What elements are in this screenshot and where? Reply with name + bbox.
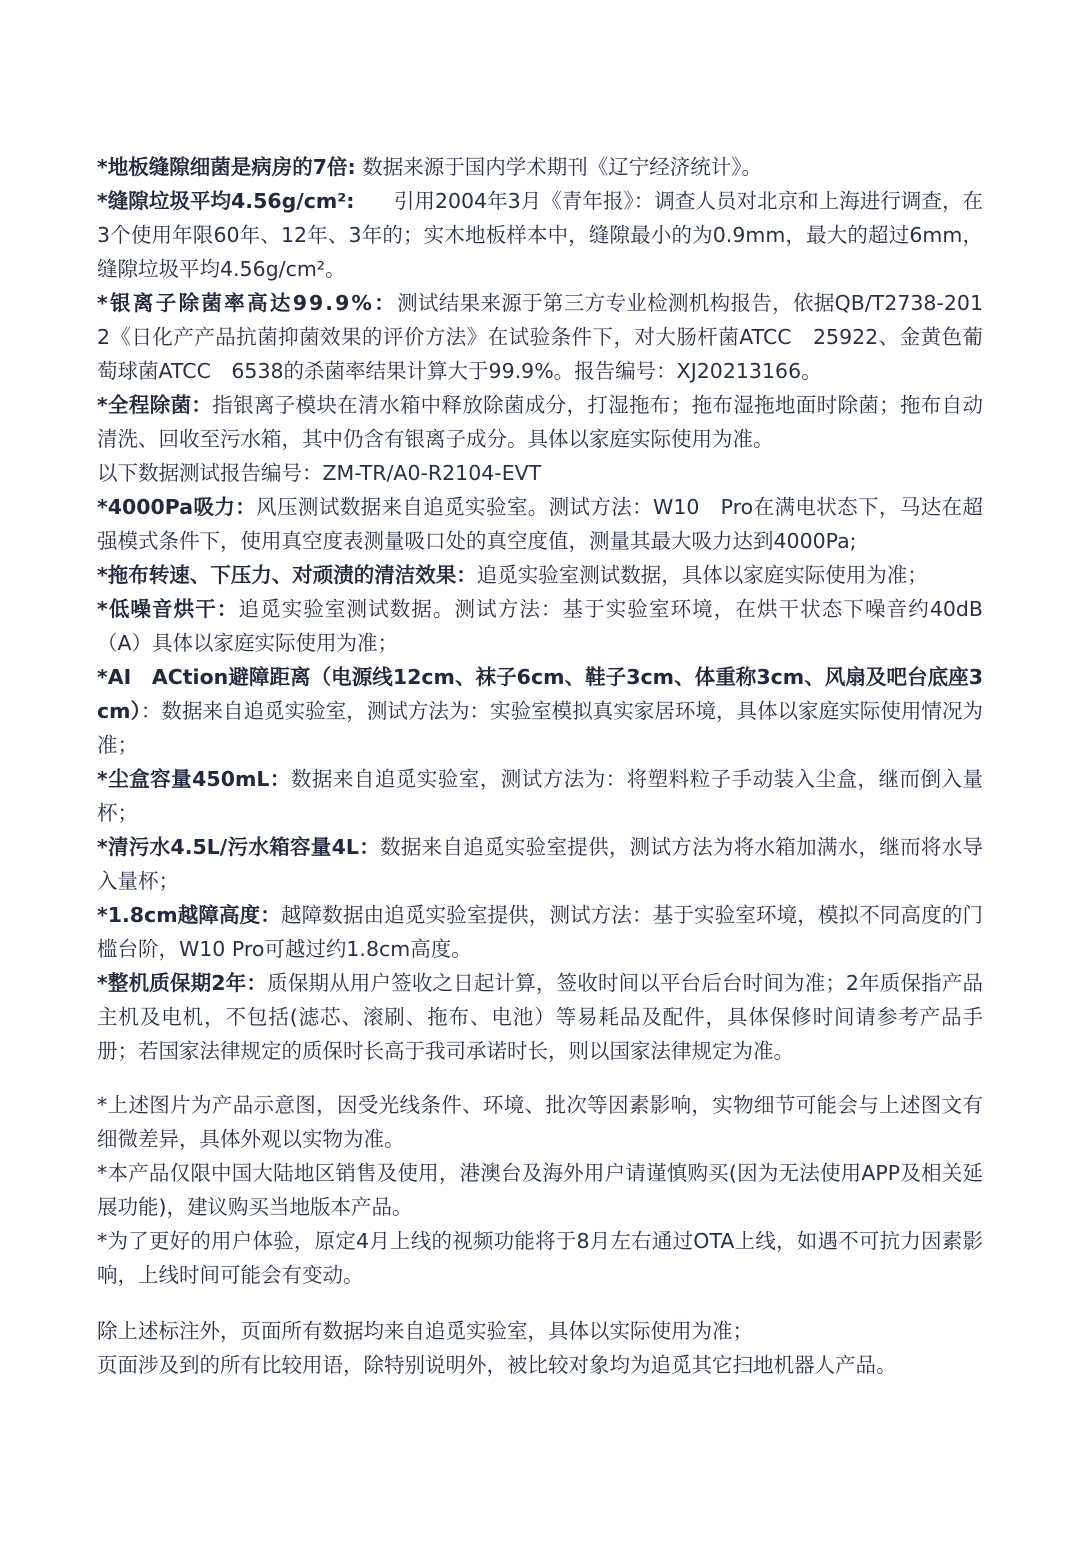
note-mop-speed bbox=[97, 558, 983, 592]
note-text: 越障数据由追觅实验室提供，测试方法：基于实验室环境，模拟不同高度的门槛台阶，W10 Pro可越过约1.8cm高度。 bbox=[97, 903, 983, 961]
disclaimers-section bbox=[97, 1088, 983, 1292]
note-low-noise-drying bbox=[97, 592, 983, 660]
note-title: *缝隙垃圾平均4.56g/cm²: bbox=[97, 189, 355, 213]
spacer bbox=[97, 1292, 983, 1314]
note-gap-dust bbox=[97, 184, 983, 286]
note-water-tank bbox=[97, 830, 983, 898]
note-suction bbox=[97, 490, 983, 558]
note-text: 追觅实验室测试数据。测试方法：基于实验室环境，在烘干状态下噪音约40dB（A）具体以家庭实际使用为准； bbox=[97, 597, 983, 655]
note-text: 风压测试数据来自追觅实验室。测试方法：W10 Pro在满电状态下，马达在超强模式条件下，使用真空度表测量吸口处的真空度值，测量其最大吸力达到4000Pa; bbox=[97, 495, 983, 553]
note-title: *拖布转速、下压力、对顽渍的清洁效果： bbox=[97, 563, 477, 587]
spacer bbox=[97, 1068, 983, 1088]
note-warranty bbox=[97, 966, 983, 1068]
note-obstacle-height bbox=[97, 898, 983, 966]
note-title: *银离子除菌率高达99.9%： bbox=[97, 291, 398, 315]
note-text: 追觅实验室测试数据，具体以家庭实际使用为准； bbox=[476, 563, 928, 587]
note-text: 引用2004年3月《青年报》：调查人员对北京和上海进行调查，在3个使用年限60年、12年、3年的；实木地板样本中，缝隙最小的为0.9mm，最大的超过6mm，缝隙垃圾平均4.56g/cm²。 bbox=[97, 189, 983, 281]
note-text: ：数据来自追觅实验室，测试方法为：实验室模拟真实家居环境，具体以家庭实际使用情况为准； bbox=[97, 699, 984, 757]
note-text: 数据来自追觅实验室，测试方法为：将塑料粒子手动装入尘盒，继而倒入量杯； bbox=[97, 767, 983, 825]
disclaimer-image: *上述图片为产品示意图，因受光线条件、环境、批次等因素影响，实物细节可能会与上述图文有细微差异，具体外观以实物为准。 bbox=[97, 1093, 983, 1151]
note-title: *低噪音烘干： bbox=[97, 597, 239, 621]
note-title: *整机质保期2年： bbox=[97, 971, 268, 995]
note-silver-ion bbox=[97, 286, 983, 388]
note-title: *4000Pa吸力： bbox=[97, 495, 257, 519]
footer-data-source: 除上述标注外，页面所有数据均来自追觅实验室，具体以实际使用为准； bbox=[97, 1319, 753, 1343]
disclaimer-region: *本产品仅限中国大陆地区销售及使用，港澳台及海外用户请谨慎购买(因为无法使用APP及相关延展功能)，建议购买当地版本产品。 bbox=[97, 1161, 983, 1219]
note-text: 数据来源于国内学术期刊《辽宁经济统计》。 bbox=[355, 155, 762, 179]
note-title: *全程除菌： bbox=[97, 393, 213, 417]
note-floor-bacteria bbox=[97, 150, 983, 184]
disclaimer-video-feature: *为了更好的用户体验，原定4月上线的视频功能将于8月左右通过OTA上线，如遇不可抗力因素影响，上线时间可能会有变动。 bbox=[97, 1229, 983, 1287]
note-text: 以下数据测试报告编号：ZM-TR/A0-R2104-EVT bbox=[97, 461, 542, 485]
note-dust-box bbox=[97, 762, 983, 830]
note-report-number bbox=[97, 456, 983, 490]
notes-section bbox=[97, 150, 983, 1068]
note-title: *1.8cm越障高度： bbox=[97, 903, 281, 927]
note-text: 指银离子模块在清水箱中释放除菌成分，打湿拖布；拖布湿拖地面时除菌；拖布自动清洗、回收至污水箱，其中仍含有银离子成分。具体以家庭实际使用为准。 bbox=[97, 393, 983, 451]
note-title: *地板缝隙细菌是病房的7倍: bbox=[97, 155, 356, 179]
note-text: 测试结果来源于第三方专业检测机构报告，依据QB/T2738-2012《日化产产品抗菌抑菌效果的评价方法》在试验条件下，对大肠杆菌ATCC 25922、金黄色葡萄球菌ATCC 6538的杀菌率结果计算大于99.9%。报告编号：XJ20213166。 bbox=[97, 291, 983, 383]
note-full-sterilization bbox=[97, 388, 983, 456]
footer-comparison: 页面涉及到的所有比较用语，除特别说明外，被比较对象均为追觅其它扫地机器人产品。 bbox=[97, 1353, 897, 1377]
note-text: 数据来自追觅实验室提供，测试方法为将水箱加满水，继而将水导入量杯； bbox=[97, 835, 983, 893]
note-title: *清污水4.5L/污水箱容量4L： bbox=[97, 835, 381, 859]
note-text: 质保期从用户签收之日起计算，签收时间以平台后台时间为准；2年质保指产品主机及电机，不包括(滤芯、滚刷、拖布、电池）等易耗品及配件，具体保修时间请参考产品手册；若国家法律规定的质保时长高于我司承诺时长，则以国家法律规定为准。 bbox=[97, 971, 984, 1063]
note-title: *尘盒容量450mL： bbox=[97, 767, 291, 791]
footer-section bbox=[97, 1314, 983, 1382]
note-ai-action bbox=[97, 660, 983, 762]
note-title: *AI ACtion避障距离（电源线12cm、袜子6cm、鞋子3cm、体重称3cm、风扇及吧台底座3cm） bbox=[97, 665, 983, 723]
